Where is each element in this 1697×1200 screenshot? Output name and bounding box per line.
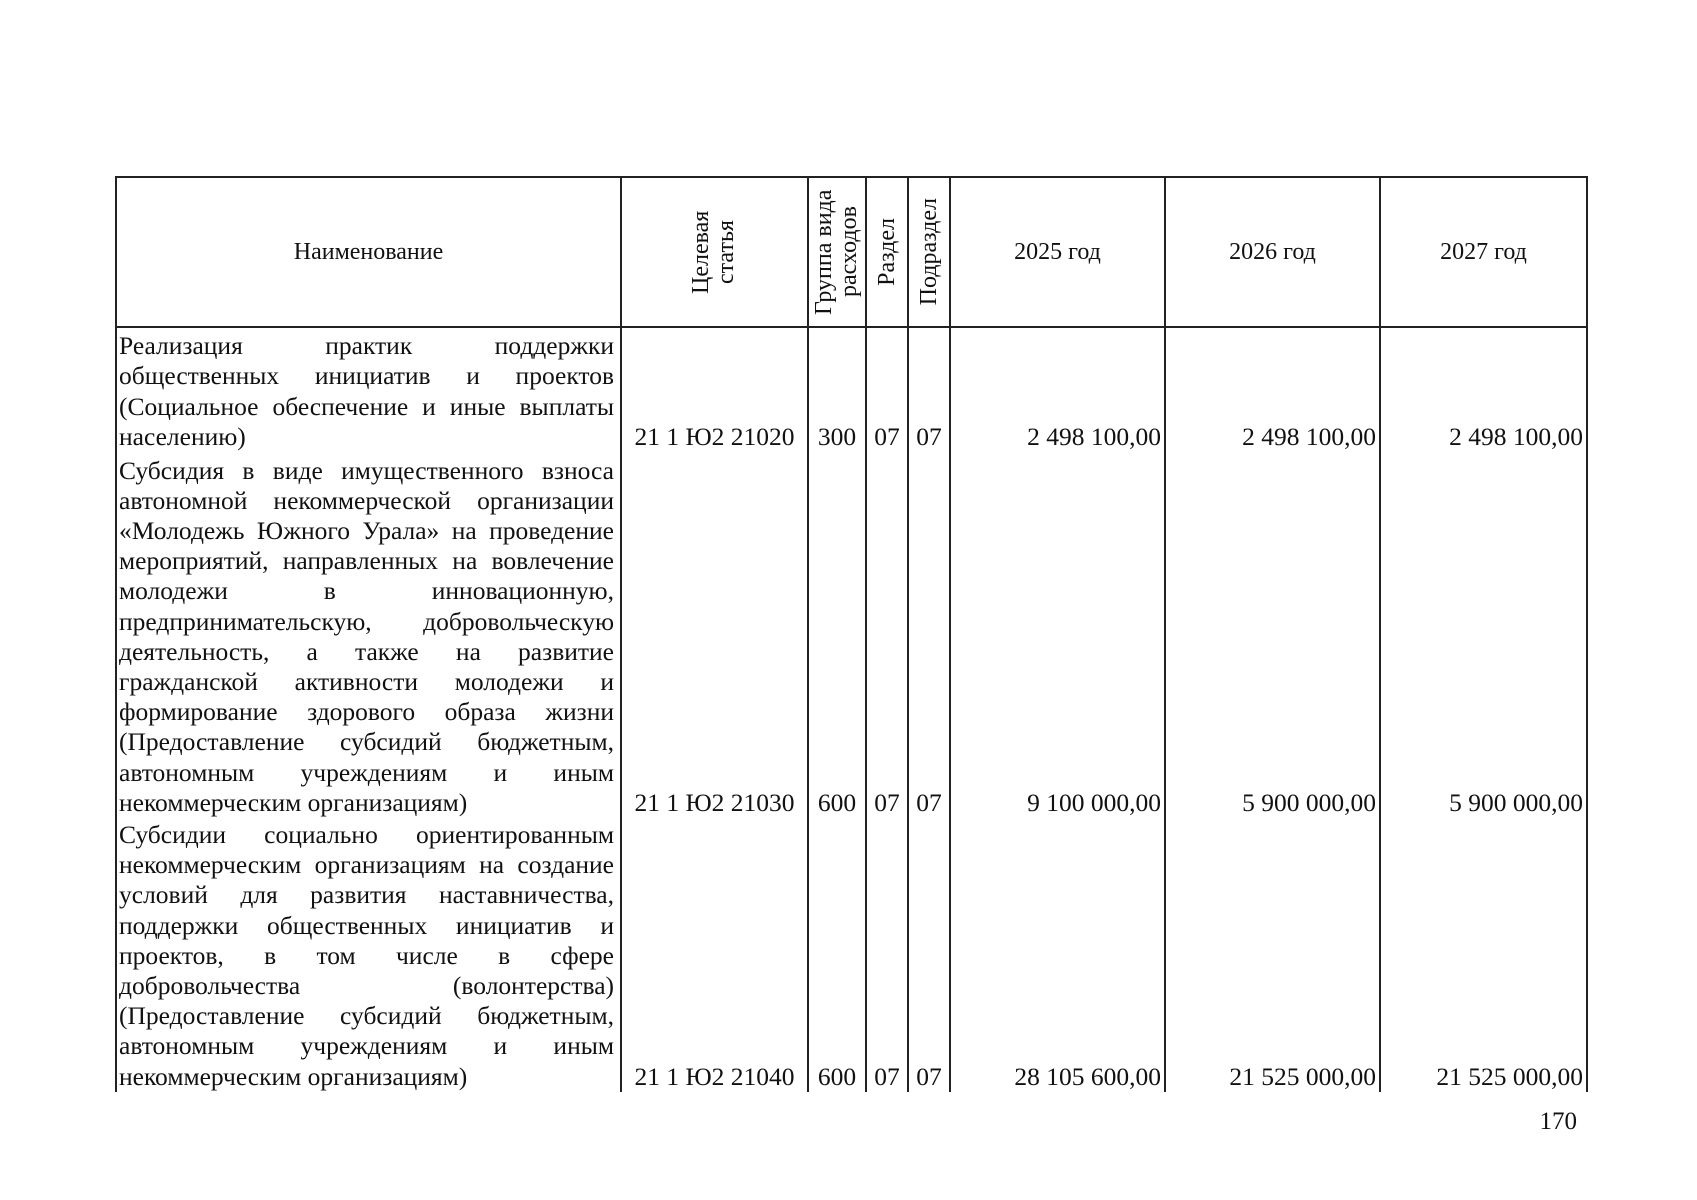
header-section-label: Раздел bbox=[873, 218, 900, 286]
table-row bbox=[116, 327, 1587, 452]
row-amount-2025: 9 100 000,00 bbox=[950, 452, 1165, 818]
header-year-2025: 2025 год bbox=[950, 177, 1165, 327]
header-target-article bbox=[621, 177, 808, 327]
header-year-2027: 2027 год bbox=[1380, 177, 1587, 327]
row-section: 07 bbox=[866, 452, 908, 818]
row-subsection: 07 bbox=[908, 327, 950, 452]
header-subsection-label: Подраздел bbox=[915, 198, 942, 306]
budget-table bbox=[115, 176, 1588, 1092]
row-amount-2025: 2 498 100,00 bbox=[950, 327, 1165, 452]
row-amount-2026: 21 525 000,00 bbox=[1165, 818, 1380, 1092]
header-row bbox=[116, 177, 1587, 327]
row-name: Реализация практик поддержки общественных инициатив и проектов (Социальное обеспечение и иные выплаты населению) bbox=[116, 327, 621, 452]
row-target-article: 21 1 Ю2 21040 bbox=[621, 818, 808, 1092]
row-expense-group: 600 bbox=[808, 818, 866, 1092]
row-section: 07 bbox=[866, 818, 908, 1092]
row-amount-2026: 5 900 000,00 bbox=[1165, 452, 1380, 818]
row-expense-group: 600 bbox=[808, 452, 866, 818]
row-target-article: 21 1 Ю2 21020 bbox=[621, 327, 808, 452]
row-amount-2026: 2 498 100,00 bbox=[1165, 327, 1380, 452]
header-subsection bbox=[908, 177, 950, 327]
row-name: Субсидия в виде имущественного взноса автономной некоммерческой организации «Молодежь Южного Урала» на проведение мероприятий, направленных на вовлечение молодежи в инновационную, предпринимательскую, добровольческую деятельность, а также на развитие гражданской активности молодежи и формирование здорового образа жизни (Предоставление субсидий бюджетным, автономным учреждениям и иным некоммерческим организациям) bbox=[116, 452, 621, 818]
header-expense-group bbox=[808, 177, 866, 327]
row-section: 07 bbox=[866, 327, 908, 452]
header-expense-group-label: Группа вида расходов bbox=[811, 189, 862, 315]
row-amount-2027: 21 525 000,00 bbox=[1380, 818, 1587, 1092]
row-expense-group: 300 bbox=[808, 327, 866, 452]
header-year-2026: 2026 год bbox=[1165, 177, 1380, 327]
header-target-article-label: Целевая статья bbox=[687, 210, 739, 294]
page-number: 170 bbox=[1539, 1108, 1577, 1135]
row-amount-2027: 2 498 100,00 bbox=[1380, 327, 1587, 452]
table-row bbox=[116, 818, 1587, 1092]
row-amount-2027: 5 900 000,00 bbox=[1380, 452, 1587, 818]
row-amount-2025: 28 105 600,00 bbox=[950, 818, 1165, 1092]
row-subsection: 07 bbox=[908, 452, 950, 818]
header-section bbox=[866, 177, 908, 327]
header-name: Наименование bbox=[116, 177, 621, 327]
row-subsection: 07 bbox=[908, 818, 950, 1092]
row-name: Субсидии социально ориентированным некоммерческим организациям на создание условий для развития наставничества, поддержки общественных инициатив и проектов, в том числе в сфере добровольчества (волонтерства) (Предоставление субсидий бюджетным, автономным учреждениям и иным некоммерческим организациям) bbox=[116, 818, 621, 1092]
table-row bbox=[116, 452, 1587, 818]
row-target-article: 21 1 Ю2 21030 bbox=[621, 452, 808, 818]
